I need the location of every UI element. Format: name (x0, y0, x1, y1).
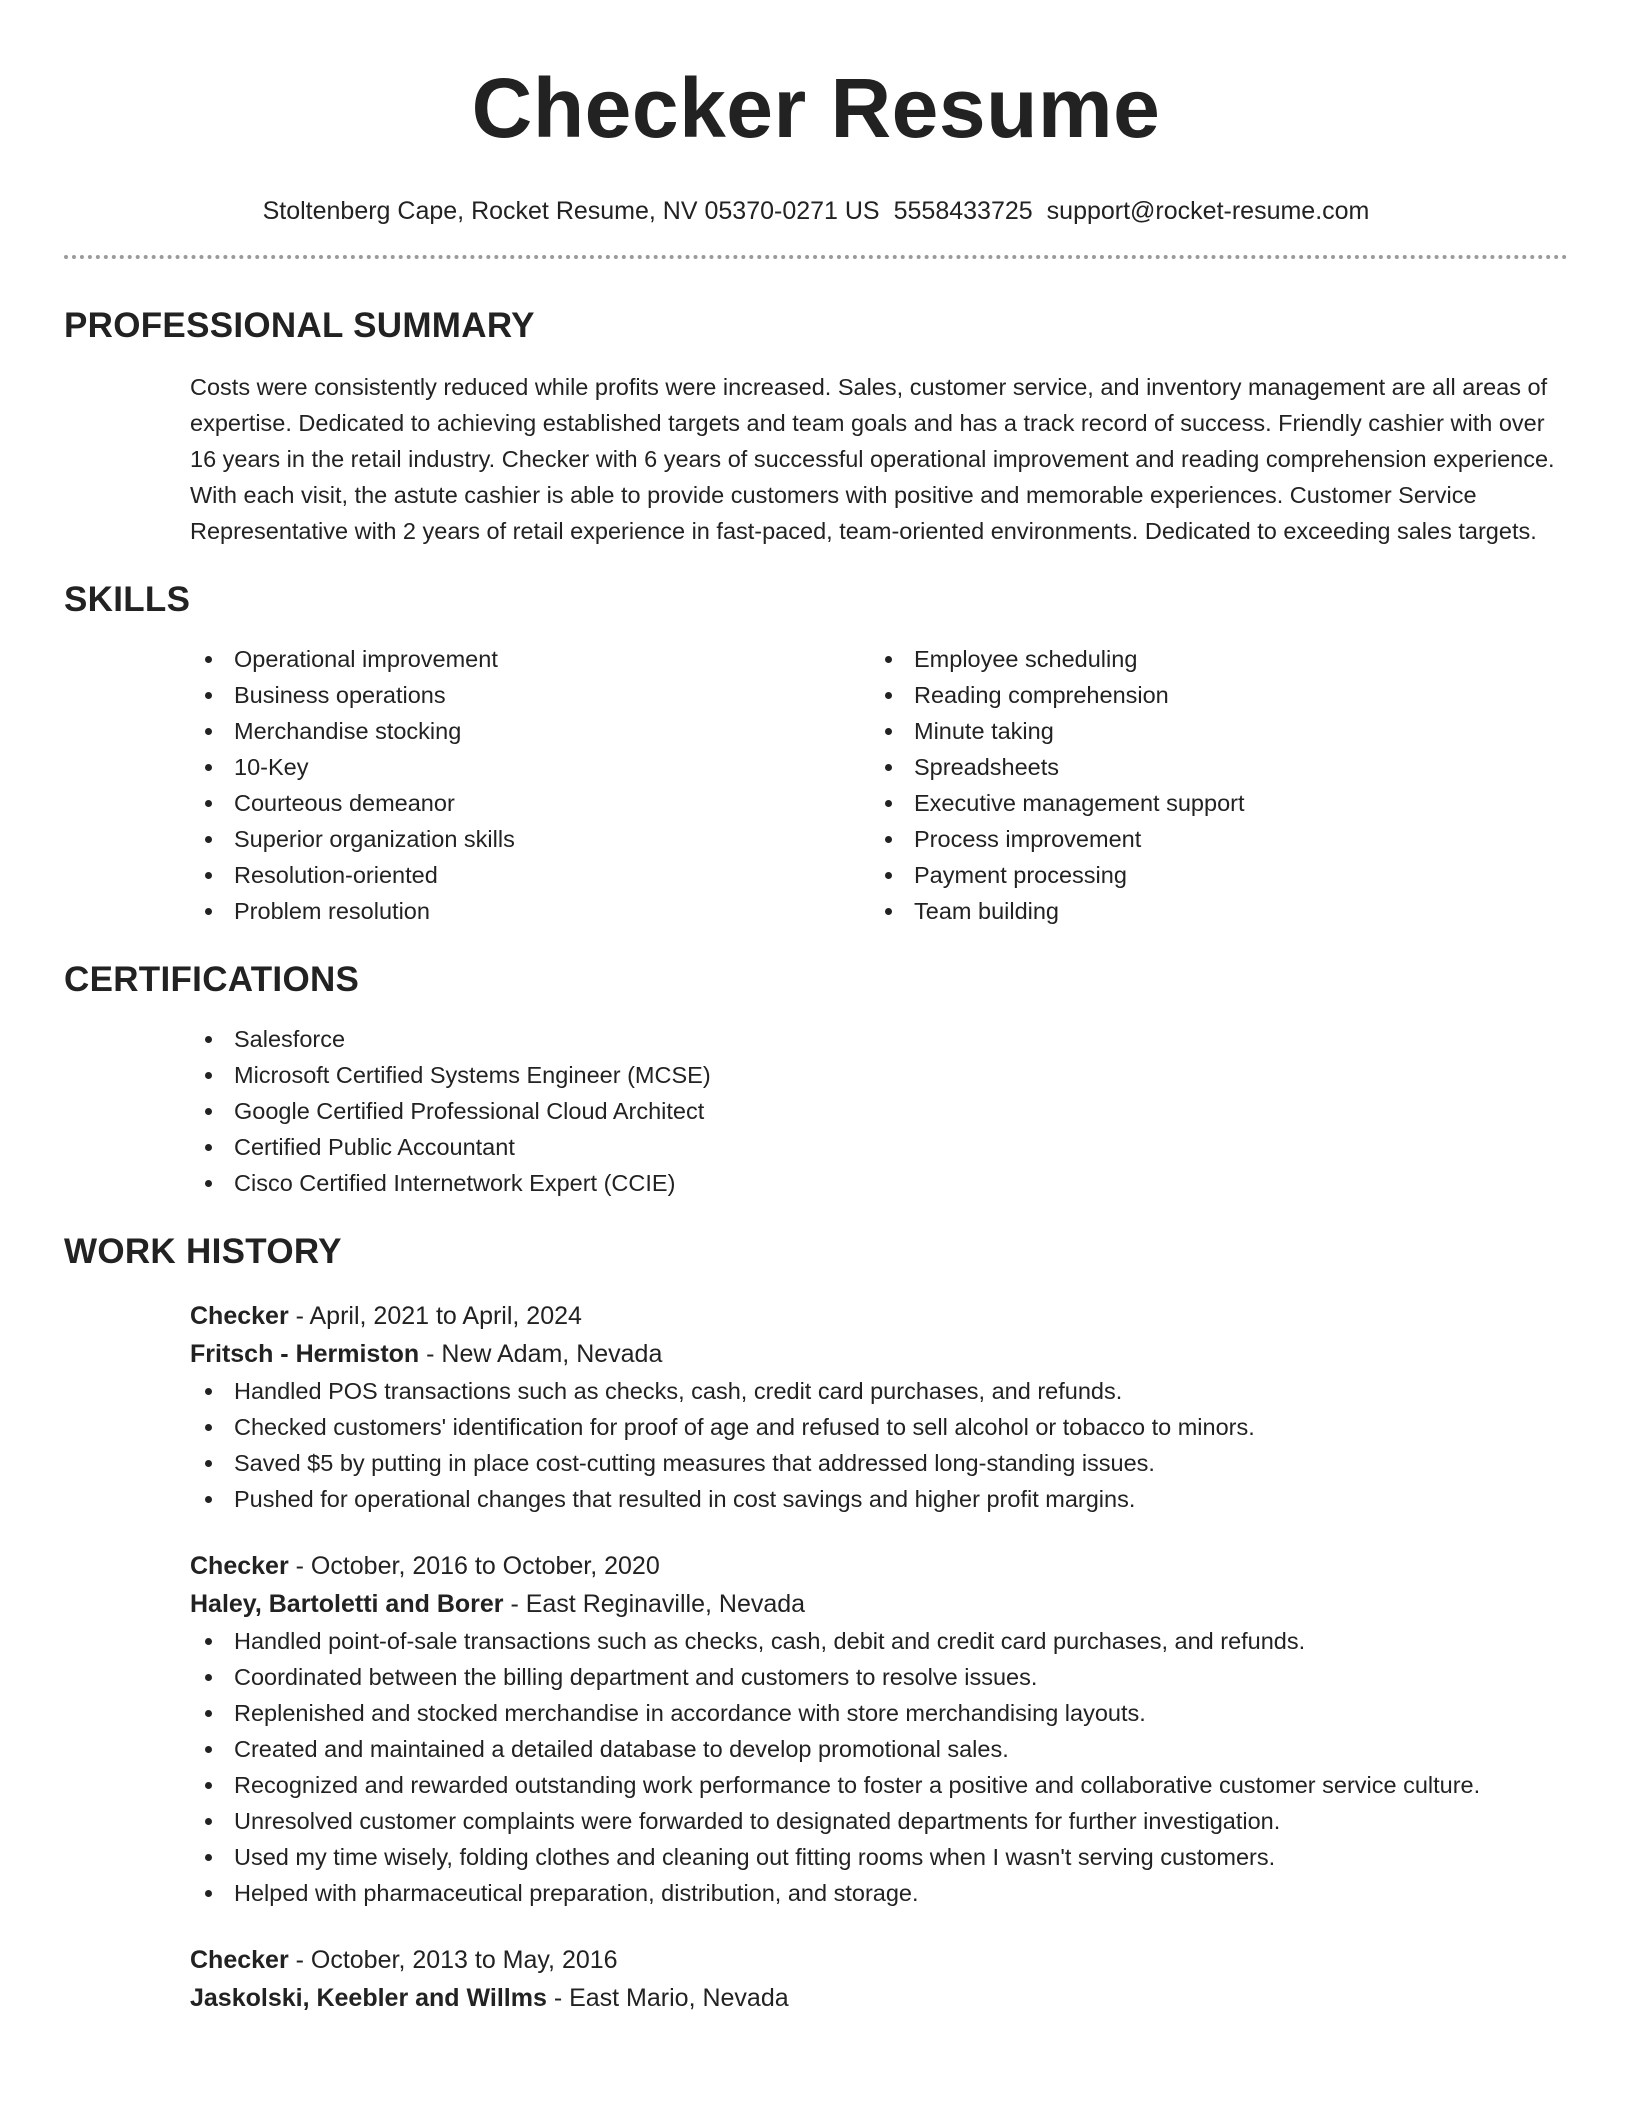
job-location: - East Mario, Nevada (546, 1984, 789, 2012)
contact-line (64, 195, 1568, 227)
job-duty: Saved $5 by putting in place cost-cutting measures that addressed long-standing issues. (190, 1445, 1568, 1481)
skills-column-left (190, 641, 870, 929)
job-company: Jaskolski, Keebler and Willms (190, 1984, 547, 2012)
job-duty: Handled POS transactions such as checks, cash, credit card purchases, and refunds. (190, 1373, 1568, 1409)
header-divider (64, 255, 1568, 259)
job-dates: - October, 2016 to October, 2020 (288, 1552, 660, 1580)
job-location: - New Adam, Nevada (419, 1340, 663, 1368)
work-history-heading: WORK HISTORY (64, 1232, 342, 1271)
job-duty: Used my time wisely, folding clothes and cleaning out fitting rooms when I wasn't serving customers. (190, 1839, 1568, 1875)
skill-item: Team building (870, 893, 1550, 929)
certification-item: Microsoft Certified Systems Engineer (MCSE) (190, 1057, 1568, 1093)
job-duties (190, 1373, 1568, 1517)
job-entry (190, 1941, 1568, 2017)
skills-heading: SKILLS (64, 580, 191, 619)
summary-heading: PROFESSIONAL SUMMARY (64, 306, 535, 345)
job-role: Checker (190, 1552, 289, 1580)
job-duty: Checked customers' identification for proof of age and refused to sell alcohol or tobacco to minors. (190, 1409, 1568, 1445)
skill-item: Minute taking (870, 713, 1550, 749)
contact-phone: 5558433725 (893, 197, 1033, 225)
skill-item: Employee scheduling (870, 641, 1550, 677)
job-role-line (190, 1547, 1568, 1585)
skill-item: Resolution-oriented (190, 857, 870, 893)
job-company-line (190, 1335, 1568, 1373)
skill-item: Courteous demeanor (190, 785, 870, 821)
job-duties (190, 1623, 1568, 1911)
job-duty: Replenished and stocked merchandise in accordance with store merchandising layouts. (190, 1695, 1568, 1731)
job-role-line (190, 1297, 1568, 1335)
skill-item: Process improvement (870, 821, 1550, 857)
job-dates: - April, 2021 to April, 2024 (288, 1302, 582, 1330)
resume-title: Checker Resume (471, 61, 1161, 155)
summary-text: Costs were consistently reduced while profits were increased. Sales, customer service, and inventory management are all areas of expertise. Dedicated to achieving established targets and team goals and has a track record of success. Friendly cashier with over 16 years in the retail industry. Checker with 6 years of successful operational improvement and reading comprehension experience. With each visit, the astute cashier is able to provide customers with positive and memorable experiences. Customer Service Representative with 2 years of retail experience in fast-paced, team-oriented environments. Dedicated to exceeding sales targets. (190, 374, 1555, 544)
skills-column-right (870, 641, 1550, 929)
job-company: Fritsch - Hermiston (190, 1340, 420, 1368)
certification-item: Google Certified Professional Cloud Architect (190, 1093, 1568, 1129)
job-company-line (190, 1979, 1568, 2017)
skill-item: Payment processing (870, 857, 1550, 893)
job-duty: Handled point-of-sale transactions such as checks, cash, debit and credit card purchases, and refunds. (190, 1623, 1568, 1659)
certification-item: Salesforce (190, 1021, 1568, 1057)
skill-item: Operational improvement (190, 641, 870, 677)
job-duty: Pushed for operational changes that resulted in cost savings and higher profit margins. (190, 1481, 1568, 1517)
job-company-line (190, 1585, 1568, 1623)
skill-item: Problem resolution (190, 893, 870, 929)
skills-list (190, 641, 1568, 929)
skill-item: Superior organization skills (190, 821, 870, 857)
contact-address: Stoltenberg Cape, Rocket Resume, NV 05370-0271 US (262, 197, 880, 225)
job-duty: Created and maintained a detailed database to develop promotional sales. (190, 1731, 1568, 1767)
skill-item: Merchandise stocking (190, 713, 870, 749)
job-entry (190, 1297, 1568, 1517)
skill-item: Spreadsheets (870, 749, 1550, 785)
job-location: - East Reginaville, Nevada (503, 1590, 806, 1618)
job-dates: - October, 2013 to May, 2016 (288, 1946, 618, 1974)
job-duty: Helped with pharmaceutical preparation, distribution, and storage. (190, 1875, 1568, 1911)
job-duty: Coordinated between the billing department and customers to resolve issues. (190, 1659, 1568, 1695)
job-duty: Recognized and rewarded outstanding work performance to foster a positive and collaborative customer service culture. (190, 1767, 1568, 1803)
certifications-list (190, 1021, 1568, 1201)
job-role-line (190, 1941, 1568, 1979)
certifications-heading: CERTIFICATIONS (64, 960, 360, 999)
job-role: Checker (190, 1302, 289, 1330)
skill-item: Reading comprehension (870, 677, 1550, 713)
certification-item: Cisco Certified Internetwork Expert (CCIE) (190, 1165, 1568, 1201)
job-company: Haley, Bartoletti and Borer (190, 1590, 504, 1618)
contact-email: support@rocket-resume.com (1046, 197, 1370, 225)
skill-item: Executive management support (870, 785, 1550, 821)
skill-item: 10-Key (190, 749, 870, 785)
job-entry (190, 1547, 1568, 1911)
certification-item: Certified Public Accountant (190, 1129, 1568, 1165)
skill-item: Business operations (190, 677, 870, 713)
job-duty: Unresolved customer complaints were forwarded to designated departments for further investigation. (190, 1803, 1568, 1839)
job-role: Checker (190, 1946, 289, 1974)
